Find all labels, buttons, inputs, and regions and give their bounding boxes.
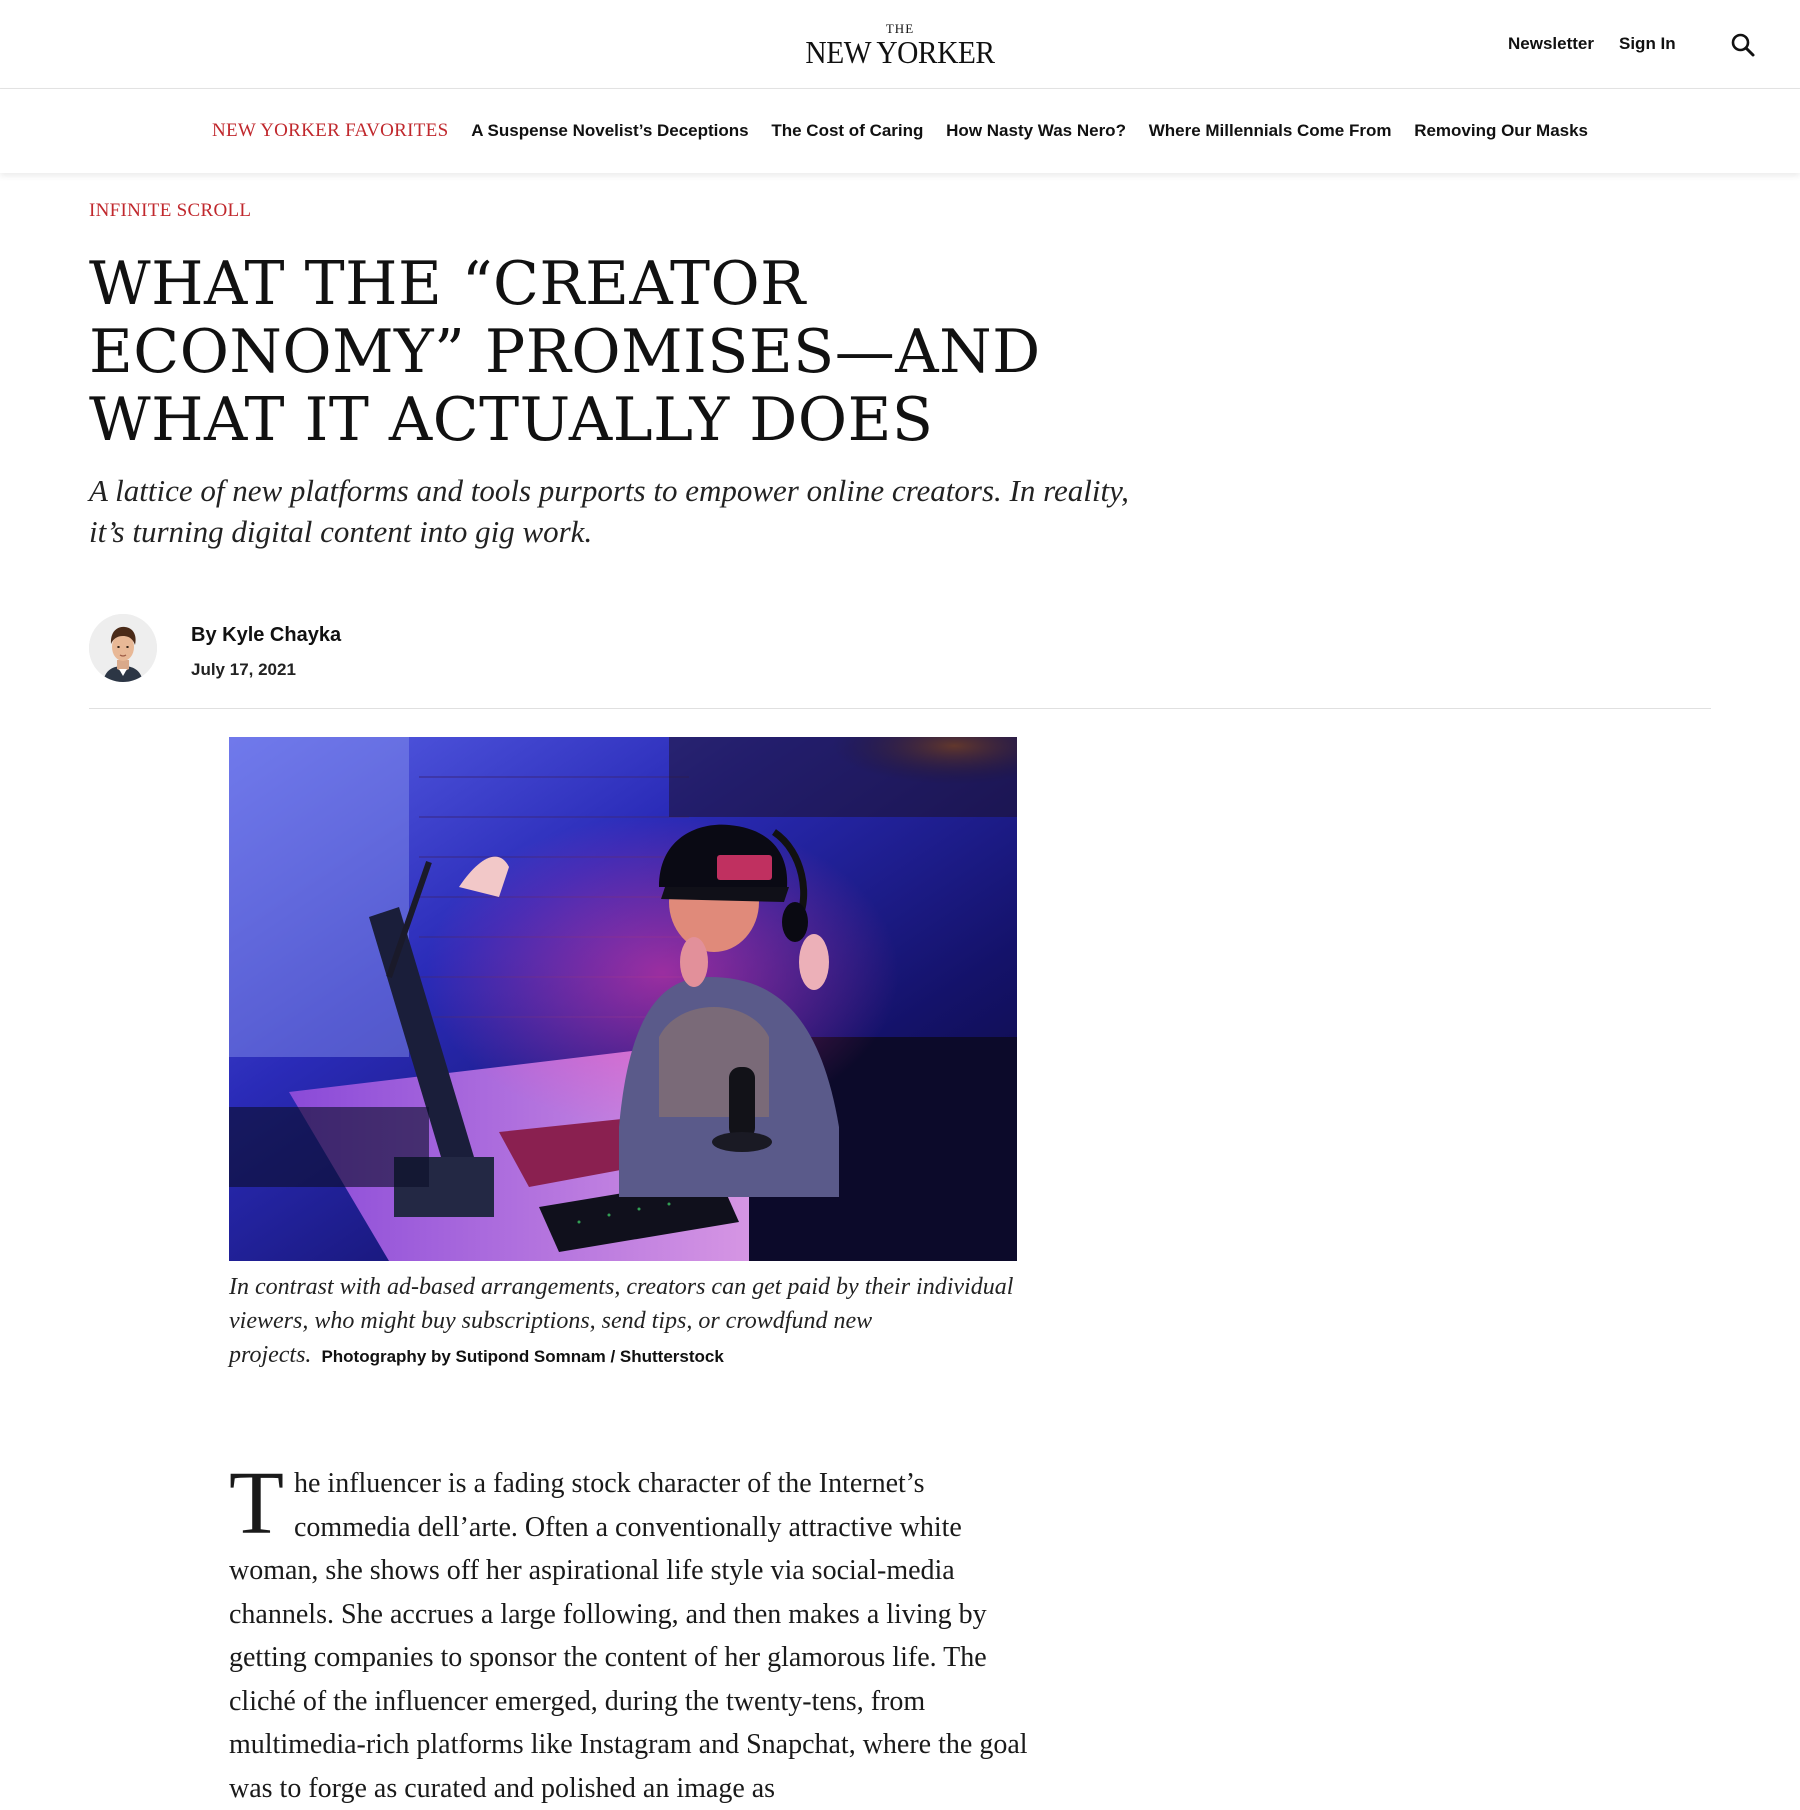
photo-caption	[229, 1270, 1019, 1374]
publish-date: July 17, 2021	[191, 660, 296, 679]
body-text: he influencer is a fading stock character of the Internet’s commedia dell’arte. Often a conventionally attractive white woman, she shows off her aspirational life style via social-media channels. She accrues a large following, and then makes a living by getting companies to sponsor the content of her glamorous life. The cliché of the influencer emerged, during the twenty-tens, from multimedia-rich platforms like Instagram and Snapchat, where the goal was to forge as curated and polished an image as	[229, 1468, 1028, 1804]
caption-text: In contrast with ad-based arrangements, creators can get paid by their individual viewers, who might buy subscriptions, send tips, or crowdfund new projects.	[229, 1274, 1014, 1368]
nav-item-cost-of-caring[interactable]: The Cost of Caring	[771, 121, 924, 140]
nav-favorites-label[interactable]: NEW YORKER FAVORITES	[211, 120, 449, 141]
logo-the: THE	[885, 21, 915, 36]
site-header	[0, 0, 1800, 89]
lead-photo-illustration	[229, 737, 1017, 1261]
article-dek: A lattice of new platforms and tools purports to empower online creators. In reality, it’s turning digital content into gig work.	[89, 473, 1129, 549]
nav-item-nasty-nero[interactable]: How Nasty Was Nero?	[946, 121, 1126, 140]
sign-in-link[interactable]: Sign In	[1619, 34, 1676, 53]
article-body-paragraph	[229, 1454, 1029, 1810]
drop-cap: T	[229, 1454, 284, 1553]
search-icon[interactable]	[1730, 32, 1756, 58]
article-headline: WHAT THE “CREATOR ECONOMY” PROMISES—AND WHAT IT ACTUALLY DOES	[89, 249, 1041, 455]
favorites-nav	[0, 89, 1800, 173]
nav-item-removing-masks[interactable]: Removing Our Masks	[1414, 121, 1589, 140]
author-avatar[interactable]	[89, 614, 157, 682]
nav-item-millennials[interactable]: Where Millennials Come From	[1148, 121, 1392, 140]
rubric-link[interactable]: INFINITE SCROLL	[89, 200, 252, 221]
newsletter-link[interactable]: Newsletter	[1508, 34, 1594, 53]
author-byline[interactable]: By Kyle Chayka	[191, 624, 342, 646]
lead-photo	[229, 737, 1017, 1261]
header-divider	[89, 708, 1711, 709]
logo-name: NEW YORKER	[805, 34, 995, 70]
author-portrait	[89, 614, 157, 682]
nav-item-suspense-novelist[interactable]: A Suspense Novelist’s Deceptions	[471, 121, 749, 140]
photo-credit: Photography by Sutipond Somnam / Shutterstock	[321, 1347, 724, 1366]
